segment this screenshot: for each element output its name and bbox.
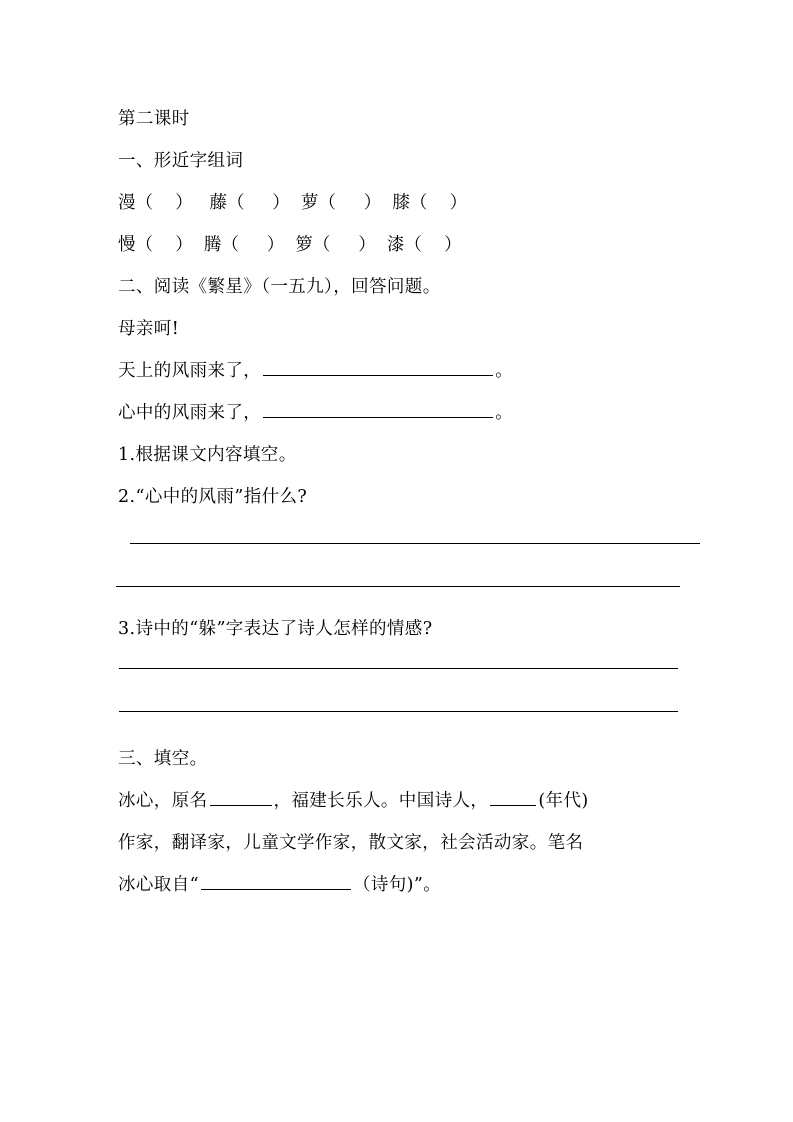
poem-line-2-text: 天上的风雨来了， [118,361,262,381]
fill-in-line-2: 作家，翻译家，儿童文学作家，散文家，社会活动家。笔名 [118,833,584,853]
worksheet-content [118,98,698,906]
question-3: 3.诗中的“躲”字表达了诗人怎样的情感? [118,619,433,639]
fill-in-text-b: ，福建长乐人。中国诗人， [273,791,489,811]
fill-in-blank-verse[interactable] [201,871,351,890]
question-1: 1.根据课文内容填空。 [118,445,297,465]
poem-blank-2[interactable] [263,399,493,418]
answer-line-q2-2[interactable] [116,586,680,587]
zuci-cell[interactable]: 萝（ ） [300,193,382,213]
poem-line-3-text: 心中的风雨来了， [118,403,262,423]
zuci-cell[interactable]: 腾（ ） [203,235,285,255]
fill-in-text-a: 冰心，原名 [118,791,208,811]
poem-line-2 [118,350,698,392]
zuci-cell[interactable]: 膝（ ） [392,193,468,213]
poem-line-1: 母亲呵! [118,319,180,339]
poem-line-3-period: 。 [495,403,513,423]
section-heading-1: 一、形近字组词 [118,151,244,171]
poem-line-2-period: 。 [495,361,513,381]
fill-in-line-3 [118,864,698,906]
zuci-cell[interactable]: 漫（ ） [118,193,193,213]
poem-blank-1[interactable] [263,357,493,376]
poem-line-3 [118,392,698,434]
fill-in-text-d: 冰心取自“ [118,875,199,895]
section-heading-2: 二、阅读《繁星》（一五九），回答问题。 [118,277,441,297]
answer-line-q2-1[interactable] [130,543,700,544]
zuci-cell[interactable]: 箩（ ） [295,235,376,255]
fill-in-text-c: (年代) [538,791,589,811]
fill-in-text-e: （诗句)”。 [352,875,442,895]
similar-character-row [118,224,698,266]
similar-character-row [118,182,698,224]
zuci-cell[interactable]: 慢（ ） [118,235,193,255]
zuci-cell[interactable]: 藤（ ） [209,193,290,213]
fill-in-blank-name[interactable] [210,787,272,806]
answer-line-q3-1[interactable] [119,668,678,669]
zuci-cell[interactable]: 漆（ ） [386,235,462,255]
lesson-title: 第二课时 [118,109,190,129]
answer-line-q3-2[interactable] [119,711,678,712]
fill-in-blank-era[interactable] [490,787,536,806]
section-heading-3: 三、填空。 [118,749,208,769]
fill-in-line-1 [118,780,698,822]
question-2: 2.“心中的风雨”指什么? [118,487,308,507]
